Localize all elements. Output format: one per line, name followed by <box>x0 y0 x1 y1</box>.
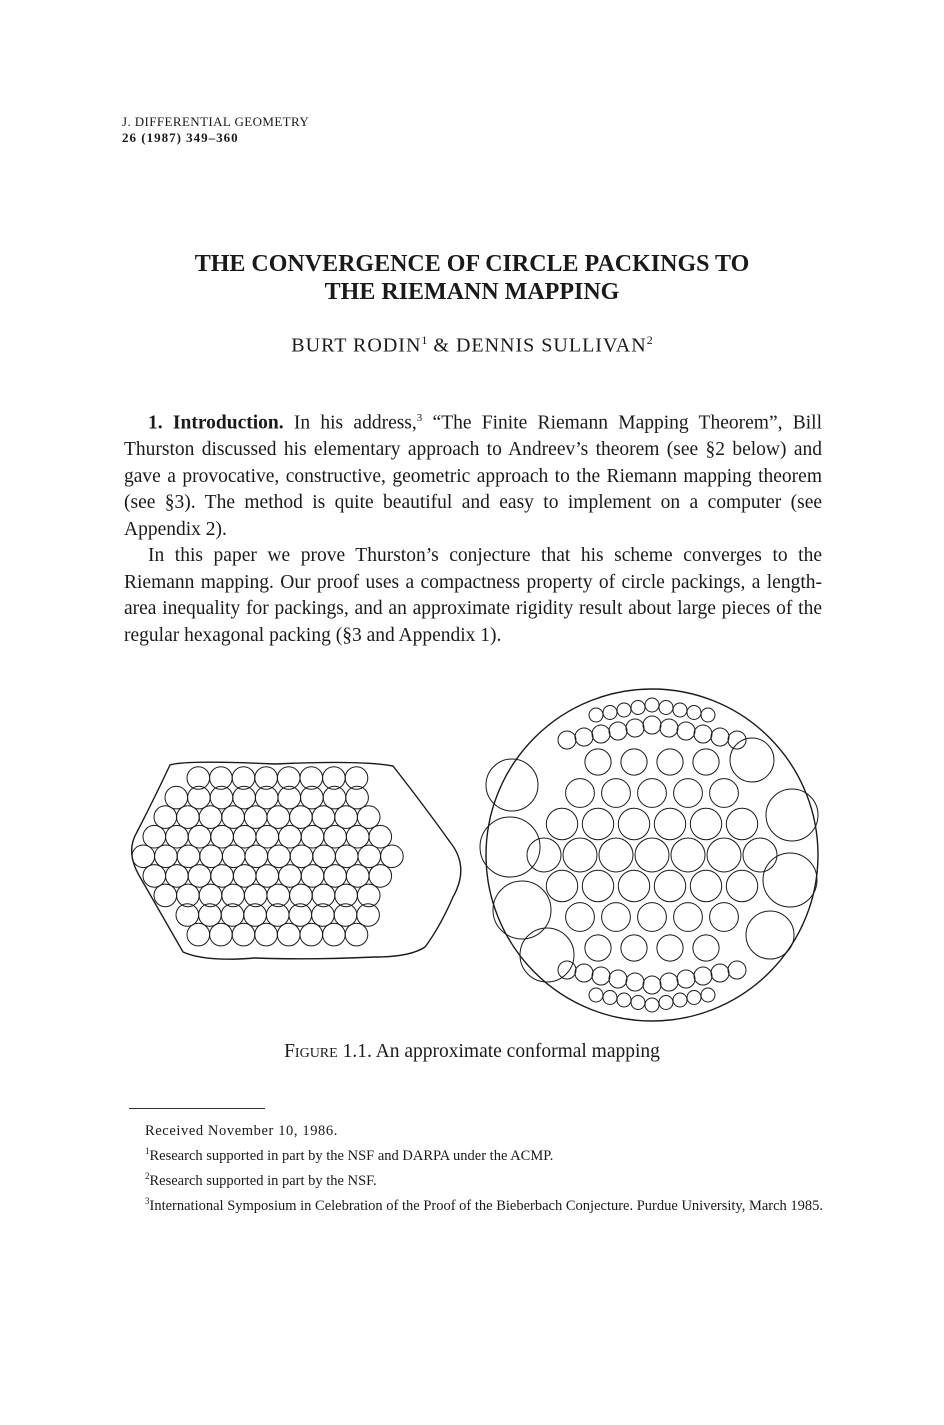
packing-circle <box>657 935 683 961</box>
packing-circle <box>301 865 324 888</box>
packing-circle <box>589 708 603 722</box>
packing-circle <box>585 935 611 961</box>
packing-circle <box>617 703 631 717</box>
packing-circle <box>211 825 234 848</box>
packing-circle <box>290 806 313 829</box>
packing-circle <box>187 923 210 946</box>
hexagon-domain-boundary <box>132 762 461 959</box>
packing-circle <box>603 991 617 1005</box>
packing-circle <box>200 845 223 868</box>
packing-circle <box>654 870 685 901</box>
packing-circle <box>701 988 715 1002</box>
journal-volume: 26 (1987) 349–360 <box>122 130 239 145</box>
packing-circle <box>631 996 645 1010</box>
footnote-rule <box>129 1108 265 1109</box>
packing-circle <box>746 911 794 959</box>
packing-circle <box>674 903 703 932</box>
packing-circle <box>621 749 647 775</box>
packing-circle <box>617 993 631 1007</box>
packing-circle <box>346 865 369 888</box>
packing-circle <box>188 865 211 888</box>
footnote-1 <box>129 1141 825 1166</box>
packing-circle <box>520 928 574 982</box>
packing-circle <box>233 865 256 888</box>
packing-circle <box>301 825 324 848</box>
packing-circle <box>602 903 631 932</box>
packing-circle <box>693 749 719 775</box>
packing-circle <box>268 845 291 868</box>
intro-paragraph-2: In this paper we prove Thurston’s conjecture that his scheme converges to the Riemann mapping. Our proof uses a compactness property of circle packings, a length-area inequality for packings, and an approximate rigidity result about large pieces of the regular hexagonal packing (§3 and Appendix 1). <box>124 545 822 646</box>
packing-circle <box>245 845 268 868</box>
packing-circle <box>358 845 381 868</box>
packing-circle <box>346 825 369 848</box>
packing-circle <box>357 806 380 829</box>
footnote-2-mark: 2 <box>145 1170 150 1181</box>
packing-circle <box>222 806 245 829</box>
packing-circle <box>345 923 368 946</box>
packing-circle <box>290 845 313 868</box>
author-joiner: & <box>427 334 456 357</box>
figure-1-1 <box>125 682 825 1027</box>
footnote-3-text: International Symposium in Celebration of the Proof of the Bieberbach Conjecture. Purdue University, March 1985. <box>149 1197 824 1214</box>
packing-circle <box>643 976 661 994</box>
packing-circle <box>323 923 346 946</box>
packing-circle <box>335 806 358 829</box>
packing-circle <box>707 838 741 872</box>
packing-circle <box>563 838 597 872</box>
footnote-ref-3: 3 <box>416 412 423 424</box>
journal-header <box>122 114 309 146</box>
author-sullivan-footnote-mark: 2 <box>646 333 653 347</box>
packing-circle <box>631 701 645 715</box>
disk-circle-packing <box>480 698 818 1012</box>
packing-circle <box>381 845 404 868</box>
packing-circle <box>694 967 712 985</box>
packing-circle <box>626 973 644 991</box>
packing-circle <box>763 853 817 907</box>
packing-circle <box>300 923 323 946</box>
unit-disk-boundary <box>486 689 818 1021</box>
packing-circle <box>277 923 300 946</box>
packing-circle <box>687 706 701 720</box>
packing-circle <box>188 825 211 848</box>
packing-circle <box>690 808 721 839</box>
packing-circle <box>603 706 617 720</box>
packing-circle <box>618 808 649 839</box>
packing-circle <box>210 923 233 946</box>
packing-circle <box>279 865 302 888</box>
packing-circle <box>730 738 774 782</box>
packing-circle <box>575 728 593 746</box>
packing-circle <box>602 779 631 808</box>
packing-circle <box>654 808 685 839</box>
packing-circle <box>256 825 279 848</box>
packing-circle <box>618 870 649 901</box>
packing-circle <box>711 964 729 982</box>
packing-circle <box>673 993 687 1007</box>
packing-circle <box>546 870 577 901</box>
intro-p1-rest: “The Finite Riemann Mapping Theorem”, Bill Thurston discussed his elementary approach to Andreev’s theorem (see §2 below) and gave a provocative, constructive, geometric approach to the Riemann mapping theorem (see §3). The method is quite beautiful and easy to implement on a computer (see Appendix 2). <box>124 412 823 540</box>
packing-circle <box>232 923 255 946</box>
packing-circle <box>369 865 392 888</box>
packing-circle <box>645 698 659 712</box>
packing-circle <box>199 806 222 829</box>
packing-circle <box>592 967 610 985</box>
packing-circle <box>659 701 673 715</box>
figure-caption-text: An approximate conformal mapping <box>371 1041 660 1062</box>
packing-circle <box>255 923 278 946</box>
footnote-3-mark: 3 <box>145 1195 150 1206</box>
packing-circle <box>659 996 673 1010</box>
packing-circle <box>660 719 678 737</box>
packing-circle <box>527 838 561 872</box>
packing-circle <box>566 903 595 932</box>
packing-circle <box>585 749 611 775</box>
packing-circle <box>279 825 302 848</box>
circle-packing-figure <box>125 682 825 1027</box>
packing-circle <box>766 789 818 841</box>
packing-circle <box>143 865 166 888</box>
packing-circle <box>609 722 627 740</box>
packing-circle <box>165 786 188 809</box>
section-heading: 1. Introduction. <box>148 412 284 434</box>
hexagonal-circle-packing <box>132 767 403 946</box>
packing-circle <box>267 806 290 829</box>
packing-circle <box>575 964 593 982</box>
footnote-1-mark: 1 <box>145 1146 150 1156</box>
packing-circle <box>324 865 347 888</box>
packing-circle <box>728 961 746 979</box>
footnotes <box>129 1121 825 1215</box>
packing-circle <box>674 779 703 808</box>
packing-circle <box>710 779 739 808</box>
packing-circle <box>677 970 695 988</box>
packing-circle <box>726 870 757 901</box>
packing-circle <box>143 825 166 848</box>
packing-circle <box>645 998 659 1012</box>
packing-circle <box>638 903 667 932</box>
packing-circle <box>154 884 177 907</box>
packing-circle <box>480 817 540 877</box>
packing-circle <box>244 806 267 829</box>
packing-circle <box>369 825 392 848</box>
journal-name: J. DIFFERENTIAL GEOMETRY <box>122 114 310 129</box>
intro-paragraph-1 <box>124 405 822 543</box>
packing-circle <box>582 808 613 839</box>
packing-circle <box>687 991 701 1005</box>
packing-circle <box>177 845 200 868</box>
packing-circle <box>643 716 661 734</box>
packing-circle <box>313 845 336 868</box>
footnote-2-text: Research supported in part by the NSF. <box>149 1172 377 1189</box>
packing-circle <box>256 865 279 888</box>
packing-circle <box>635 838 669 872</box>
packing-circle <box>222 845 245 868</box>
packing-circle <box>312 806 335 829</box>
paper-title <box>100 250 844 306</box>
packing-circle <box>638 779 667 808</box>
footnote-2 <box>129 1166 825 1191</box>
introduction-section <box>124 405 822 649</box>
author-rodin: BURT RODIN <box>291 334 422 357</box>
title-line-1: THE CONVERGENCE OF CIRCLE PACKINGS TO <box>194 251 750 277</box>
packing-circle <box>609 970 627 988</box>
figure-label: Figure 1.1. <box>284 1041 372 1062</box>
packing-circle <box>677 722 695 740</box>
packing-circle <box>166 865 189 888</box>
packing-circle <box>626 719 644 737</box>
packing-circle <box>660 973 678 991</box>
packing-circle <box>710 903 739 932</box>
author-sullivan: DENNIS SULLIVAN <box>455 334 647 357</box>
received-date: Received November 10, 1986. <box>145 1123 338 1139</box>
packing-circle <box>599 838 633 872</box>
packing-circle <box>177 806 200 829</box>
packing-circle <box>673 703 687 717</box>
figure-caption <box>100 1041 844 1063</box>
title-line-2: THE RIEMANN MAPPING <box>324 279 620 305</box>
author-rodin-footnote-mark: 1 <box>421 333 428 347</box>
packing-circle <box>743 838 777 872</box>
packing-circle <box>592 725 610 743</box>
intro-p1-start: In his address, <box>283 412 417 434</box>
packing-circle <box>690 870 721 901</box>
packing-circle <box>726 808 757 839</box>
packing-circle <box>589 988 603 1002</box>
packing-circle <box>211 865 234 888</box>
packing-circle <box>154 806 177 829</box>
packing-circle <box>558 961 576 979</box>
packing-circle <box>335 845 358 868</box>
packing-circle <box>558 731 576 749</box>
packing-circle <box>166 825 189 848</box>
packing-circle <box>701 708 715 722</box>
author-line <box>100 333 844 358</box>
packing-circle <box>694 725 712 743</box>
packing-circle <box>233 825 256 848</box>
packing-circle <box>155 845 178 868</box>
footnote-3 <box>129 1191 825 1216</box>
packing-circle <box>582 870 613 901</box>
packing-circle <box>671 838 705 872</box>
packing-circle <box>657 749 683 775</box>
footnote-1-text: Research supported in part by the NSF and DARPA under the ACMP. <box>149 1147 554 1164</box>
packing-circle <box>493 881 551 939</box>
packing-circle <box>132 845 155 868</box>
packing-circle <box>324 825 347 848</box>
packing-circle <box>546 808 577 839</box>
packing-circle <box>711 728 729 746</box>
packing-circle <box>621 935 647 961</box>
packing-circle <box>566 779 595 808</box>
packing-circle <box>693 935 719 961</box>
